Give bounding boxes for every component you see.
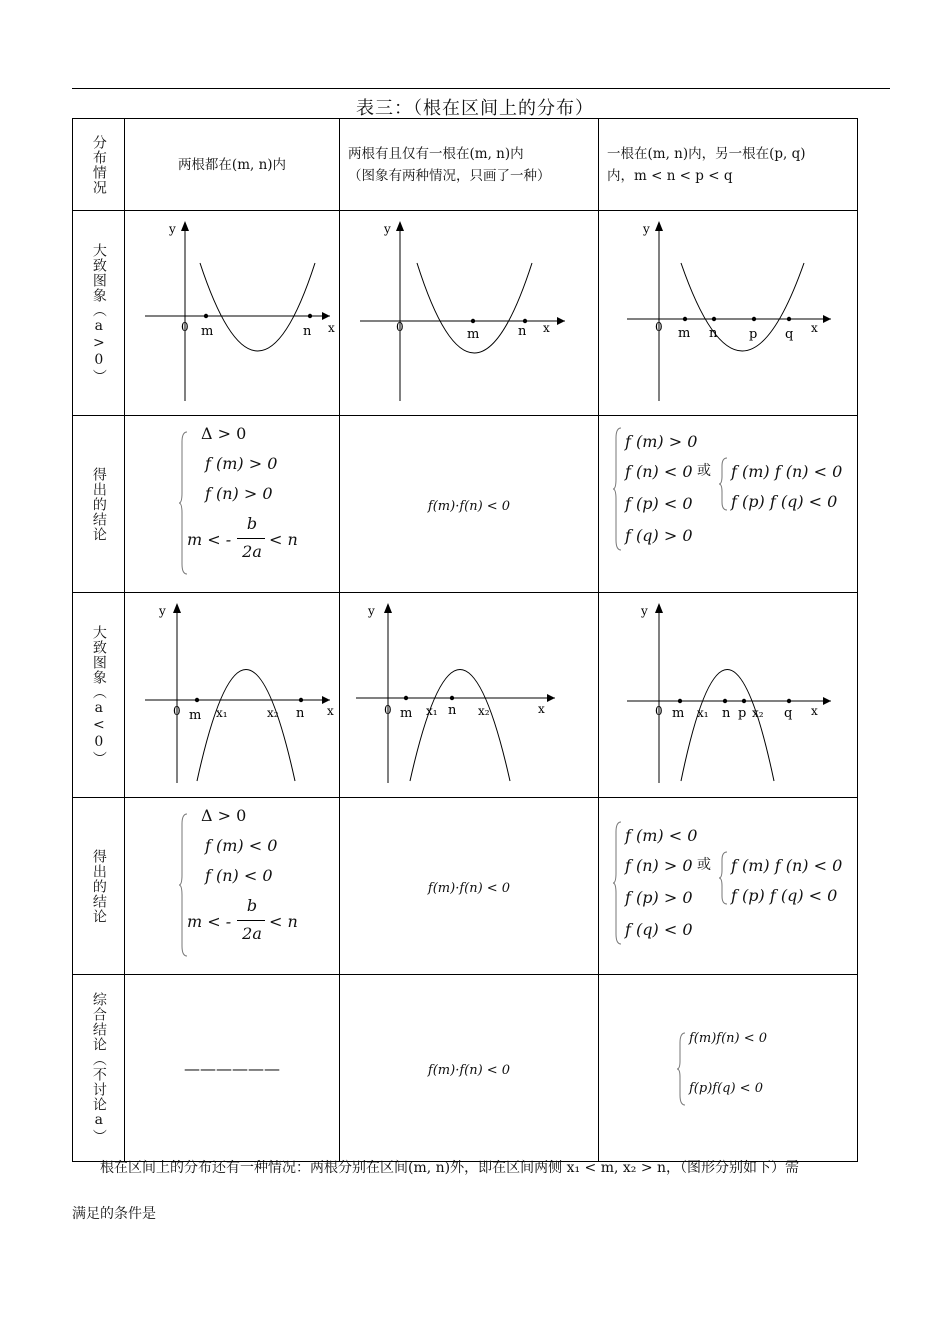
svg-text:0: 0 [384, 703, 392, 717]
svg-text:p: p [738, 706, 747, 721]
graph-pos-col3 [599, 211, 858, 416]
svg-text:y: y [159, 604, 166, 618]
svg-text:x₁: x₁ [697, 706, 709, 720]
row-label-result-pos: 得出的结论 [90, 466, 107, 542]
svg-text:0: 0 [655, 704, 663, 718]
svg-text:y: y [641, 604, 648, 618]
footer-line-2: 满足的条件是 [72, 1206, 156, 1222]
parabola-up-one-root-graph [340, 211, 599, 411]
svg-text:x: x [811, 704, 818, 718]
graph-neg-col3 [599, 593, 858, 798]
footer-paragraph [72, 1156, 892, 1222]
result-row-a-negative [73, 798, 858, 975]
svg-text:m: m [678, 326, 691, 341]
svg-text:n: n [448, 703, 457, 718]
summary-row [73, 975, 858, 1162]
svg-text:q: q [784, 706, 793, 721]
svg-text:0: 0 [396, 320, 404, 334]
svg-text:0: 0 [181, 320, 189, 334]
top-rule [72, 88, 890, 89]
summary-col1: —————— [125, 975, 340, 1162]
header-row [73, 119, 858, 211]
svg-text:0: 0 [655, 320, 663, 334]
graph-row-a-positive [73, 211, 858, 416]
svg-text:m: m [201, 324, 214, 339]
svg-text:x₁: x₁ [216, 706, 228, 720]
summary-col3: f(m)f(n) < 0 f(p)f(q) < 0 [599, 975, 858, 1162]
svg-text:n: n [303, 324, 312, 339]
svg-text:x: x [538, 702, 545, 716]
svg-text:x: x [328, 321, 335, 335]
svg-text:m: m [189, 708, 202, 723]
svg-text:n: n [722, 706, 731, 721]
graph-row-a-negative [73, 593, 858, 798]
header-col1: 两根都在(m, n)内 [125, 119, 340, 211]
header-col3: 一根在(m, n)内，另一根在(p, q) 内，m < n < p < q [599, 119, 858, 211]
svg-text:n: n [518, 324, 527, 339]
summary-col2: f(m)·f(n) < 0 [340, 975, 599, 1162]
graph-neg-col1 [125, 593, 340, 798]
svg-text:x₂: x₂ [267, 706, 279, 720]
table-title: 表三：（根在区间上的分布） [356, 98, 594, 119]
row-label-graph-pos: 大致图象（a>0） [90, 242, 107, 384]
parabola-up-both-roots-graph [125, 211, 340, 411]
graph-neg-col2 [340, 593, 599, 798]
parabola-down-two-intervals-graph [599, 593, 858, 793]
result-row-a-positive [73, 416, 858, 593]
parabola-up-two-intervals-graph [599, 211, 858, 411]
header-col2: 两根有且仅有一根在(m, n)内 （图象有两种情况，只画了一种） [340, 119, 599, 211]
row-label-result-neg: 得出的结论 [90, 848, 107, 924]
svg-text:x₂: x₂ [478, 704, 490, 718]
svg-text:y: y [643, 222, 650, 236]
parabola-down-one-root-graph [340, 593, 599, 793]
row-label-graph-neg: 大致图象（a<0） [90, 624, 107, 766]
svg-text:m: m [400, 706, 413, 721]
svg-text:n: n [709, 326, 718, 341]
result-pos-col1: Δ > 0 f (m) > 0 f (n) > 0 m < - b 2a < n [125, 416, 340, 593]
svg-text:0: 0 [173, 704, 181, 718]
svg-text:x: x [811, 321, 818, 335]
svg-text:m: m [672, 706, 685, 721]
svg-text:y: y [368, 604, 375, 618]
result-pos-col3: f (m) > 0 f (n) < 0 f (p) < 0 f (q) > 0 或 f (m) f (n) < 0 f (p) f (q) < 0 [599, 416, 858, 593]
svg-text:n: n [296, 706, 305, 721]
svg-text:m: m [467, 327, 480, 342]
svg-text:y: y [169, 222, 176, 236]
result-pos-col2: f(m)·f(n) < 0 [340, 416, 599, 593]
svg-text:x₂: x₂ [752, 706, 764, 720]
svg-text:y: y [384, 222, 391, 236]
svg-text:x: x [327, 704, 334, 718]
parabola-down-both-roots-graph [125, 593, 340, 793]
svg-text:x₁: x₁ [426, 704, 438, 718]
row-label-summary: 综合结论（不讨论a） [90, 992, 107, 1144]
svg-text:p: p [749, 327, 758, 342]
svg-text:q: q [785, 327, 794, 342]
row-label-distribution: 分布情况 [90, 134, 107, 195]
root-distribution-table [72, 118, 858, 1162]
result-neg-col2: f(m)·f(n) < 0 [340, 798, 599, 975]
result-neg-col3: f (m) < 0 f (n) > 0 f (p) > 0 f (q) < 0 或 f (m) f (n) < 0 f (p) f (q) < 0 [599, 798, 858, 975]
footer-line-1: 根在区间上的分布还有一种情况：两根分别在区间(m, n)外，即在区间两侧 x₁ < m, x₂ > n，（图形分别如下）需 [100, 1160, 800, 1176]
svg-text:x: x [543, 321, 550, 335]
graph-pos-col1 [125, 211, 340, 416]
graph-pos-col2 [340, 211, 599, 416]
result-neg-col1: Δ > 0 f (m) < 0 f (n) < 0 m < - b 2a < n [125, 798, 340, 975]
